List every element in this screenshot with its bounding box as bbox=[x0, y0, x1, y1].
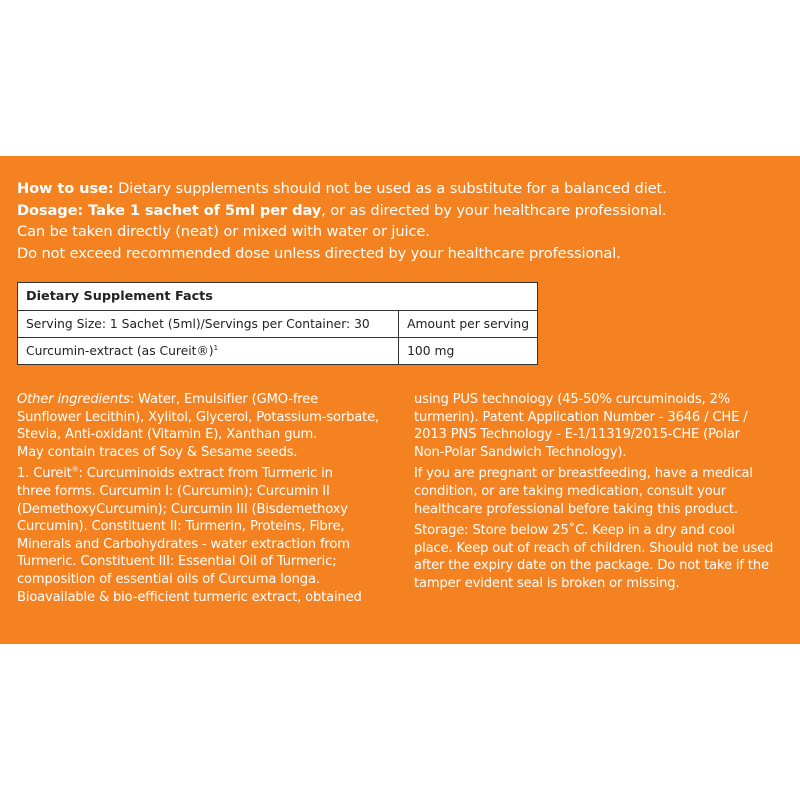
footnote-line: (DemethoxyCurcumin); Curcumin III (Bisdemethoxy bbox=[17, 501, 348, 517]
dosage-text: , or as directed by your healthcare professional. bbox=[321, 201, 667, 219]
orange-info-panel bbox=[0, 156, 800, 644]
storage-line: place. Keep out of reach of children. Should not be used bbox=[414, 540, 774, 556]
left-text-column bbox=[17, 391, 397, 606]
right-text-column bbox=[414, 391, 789, 593]
ingredient-row bbox=[18, 338, 538, 365]
usage-instructions bbox=[17, 178, 787, 264]
footnote-text: : Curcuminoids extract from Turmeric in bbox=[78, 466, 333, 482]
footnote-line: Turmeric. Constituent III: Essential Oil of Turmeric; bbox=[17, 554, 337, 570]
storage-line: after the expiry date on the package. Do not take if the bbox=[414, 558, 769, 574]
footnote-line: Bioavailable & bio-efficient turmeric extract, obtained bbox=[17, 589, 362, 605]
how-to-use-label: How to use: bbox=[17, 180, 114, 197]
serving-size-cell: Serving Size: 1 Sachet (5ml)/Servings per Container: 30 bbox=[18, 311, 399, 338]
dosage-line bbox=[17, 200, 787, 222]
footnote-line: Curcumin). Constituent II: Turmerin, Proteins, Fibre, bbox=[17, 519, 345, 535]
footnote-line bbox=[17, 465, 397, 483]
storage-line: tamper evident seal is broken or missing. bbox=[414, 575, 680, 591]
allergen-line: May contain traces of Soy & Sesame seeds. bbox=[17, 444, 298, 460]
ingredient-name: Curcumin-extract (as Cureit®) bbox=[26, 344, 214, 358]
other-ingredients-line bbox=[17, 391, 397, 409]
storage-block bbox=[414, 522, 789, 592]
pregnancy-warning-block bbox=[414, 465, 789, 518]
technology-line: turmerin). Patent Application Number - 3646 / CHE / bbox=[414, 409, 748, 425]
facts-title: Dietary Supplement Facts bbox=[18, 283, 538, 311]
how-to-use-line bbox=[17, 178, 787, 200]
technology-line: using PUS technology (45-50% curcuminoids, 2% bbox=[414, 392, 731, 407]
storage-line: Storage: Store below 25˚C. Keep in a dry and cool bbox=[414, 523, 735, 539]
facts-title-row bbox=[18, 283, 538, 311]
other-ingredients-line: Stevia, Anti-oxidant (Vitamin E), Xanthan gum. bbox=[17, 427, 318, 443]
technology-line: Non-Polar Sandwich Technology). bbox=[414, 444, 627, 460]
other-ingredients-line: Sunflower Lecithin), Xylitol, Glycerol, Potassium-sorbate, bbox=[17, 409, 380, 425]
amount-header-cell: Amount per serving bbox=[399, 311, 538, 338]
warning-line: condition, or are taking medication, consult your bbox=[414, 483, 726, 499]
footnote-line: composition of essential oils of Curcuma longa. bbox=[17, 571, 320, 587]
technology-line: 2013 PNS Technology - E-1/11319/2015-CHE (Polar bbox=[414, 427, 740, 443]
registered-mark: ® bbox=[71, 466, 79, 475]
dosage-label: Dosage: Take 1 sachet of 5ml per day bbox=[17, 201, 322, 219]
footnote-line: three forms. Curcumin I: (Curcumin); Curcumin II bbox=[17, 483, 330, 499]
warning-line: healthcare professional before taking this product. bbox=[414, 501, 738, 517]
cureit-footnote-block bbox=[17, 465, 397, 606]
ingredient-amount-cell: 100 mg bbox=[399, 338, 538, 365]
other-ingredients-label: Other ingredients bbox=[17, 392, 130, 407]
serving-row bbox=[18, 311, 538, 338]
how-to-use-text: Dietary supplements should not be used as a substitute for a balanced diet. bbox=[113, 180, 667, 197]
ingredient-name-cell bbox=[18, 338, 399, 365]
technology-block bbox=[414, 391, 789, 461]
other-ingredients-text: : Water, Emulsifier (GMO-free bbox=[129, 392, 319, 407]
other-ingredients-block bbox=[17, 391, 397, 461]
footnote-line: Minerals and Carbohydrates - water extraction from bbox=[17, 536, 350, 552]
warning-line: If you are pregnant or breastfeeding, have a medical bbox=[414, 466, 753, 482]
dose-warning-line: Do not exceed recommended dose unless directed by your healthcare professional. bbox=[17, 244, 621, 262]
footnote-prefix: 1. Cureit bbox=[17, 466, 72, 482]
intake-line: Can be taken directly (neat) or mixed with water or juice. bbox=[17, 223, 430, 240]
supplement-facts-table bbox=[17, 282, 538, 365]
ingredient-footnote-mark: 1 bbox=[213, 343, 219, 352]
